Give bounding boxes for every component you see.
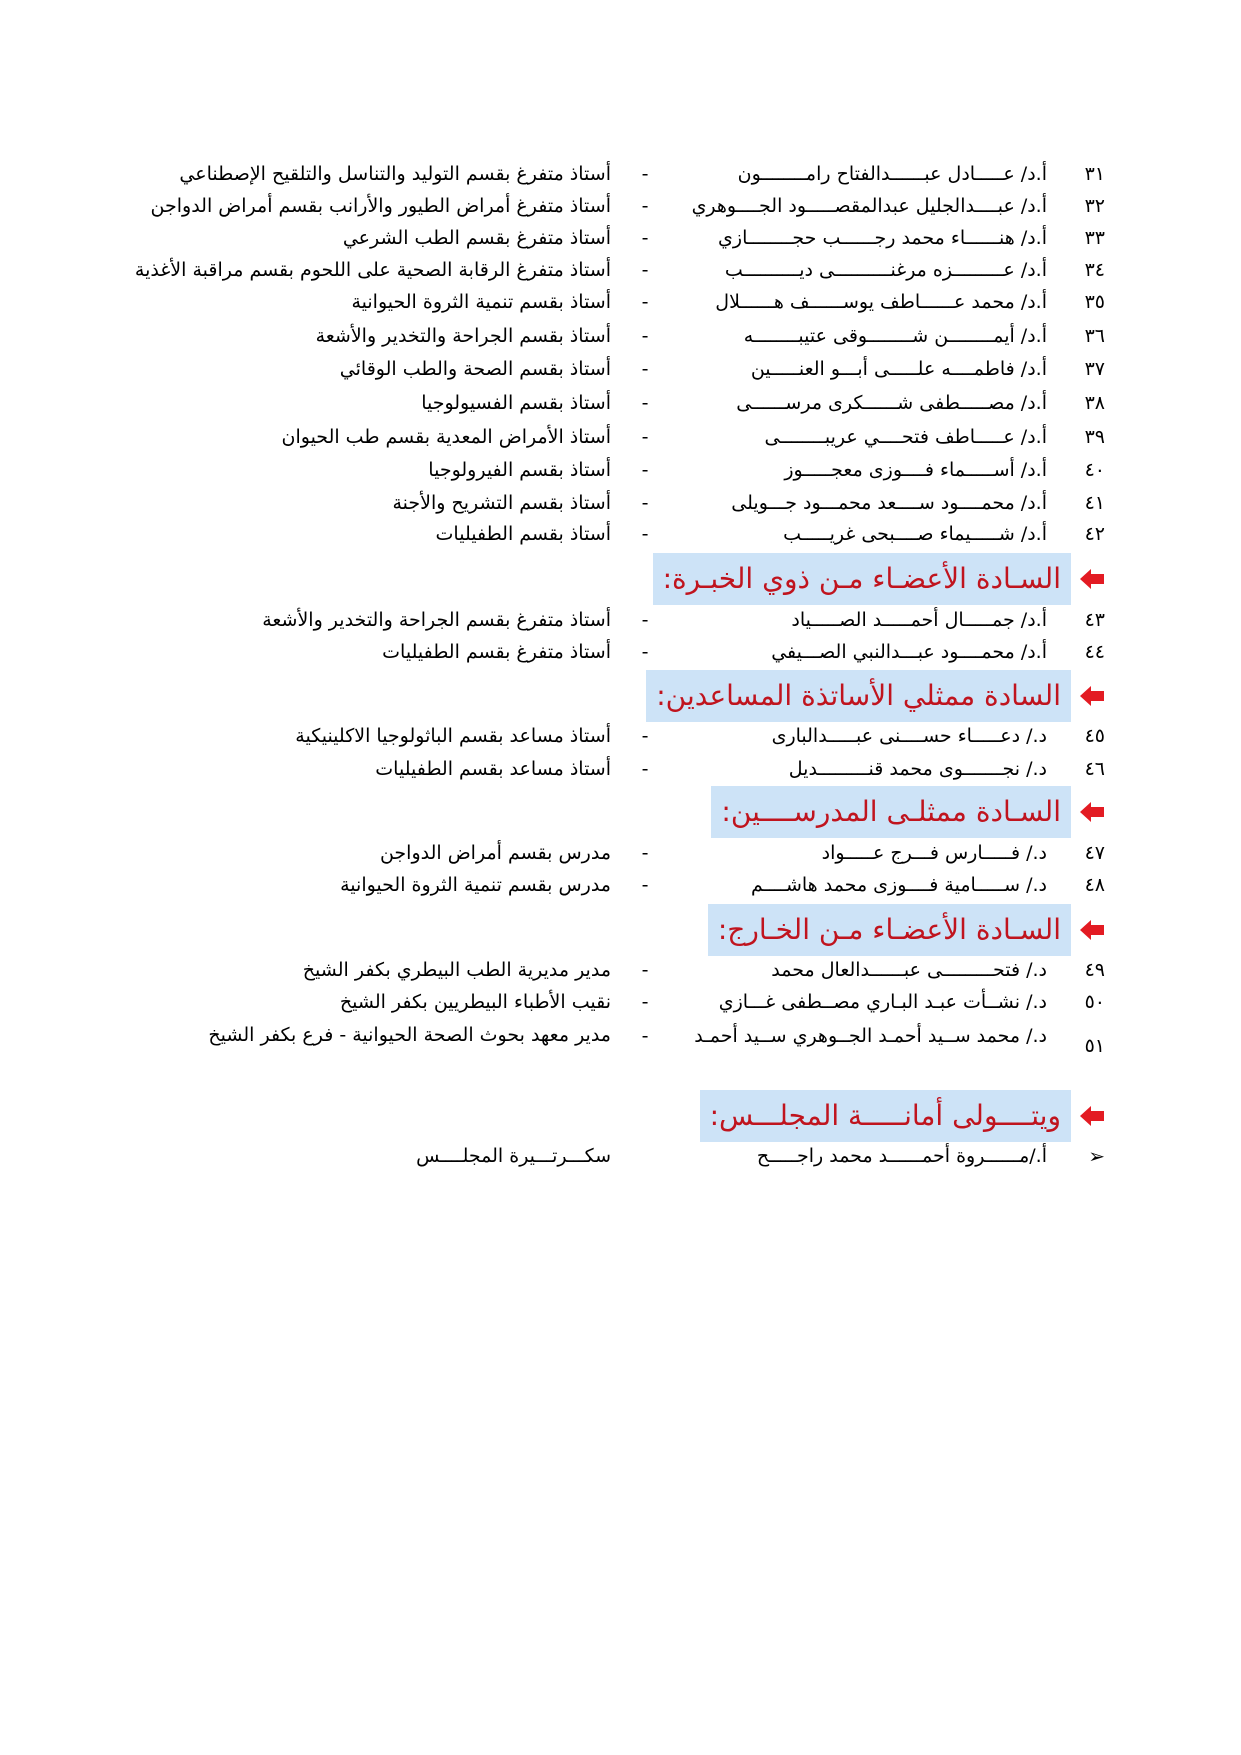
member-number: ٣٨ xyxy=(1084,392,1105,414)
separator-dash: - xyxy=(641,609,649,631)
member-title: أستاذ بقسم الجراحة والتخدير والأشعة xyxy=(315,325,611,347)
member-number: ٣٤ xyxy=(1084,259,1105,281)
separator-dash: - xyxy=(641,392,649,414)
member-title: أستاذ بقسم الصحة والطب الوقائي xyxy=(339,358,611,380)
member-row-39 xyxy=(125,421,1105,453)
section-title: السـادة ممثلـى المدرســــين: xyxy=(711,786,1071,838)
separator-dash: - xyxy=(641,492,649,514)
secretary-title: سكـــرتـــيرة المجلــــس xyxy=(416,1145,611,1167)
member-title: أستاذ متفرغ الرقابة الصحية على اللحوم بقسم مراقبة الأغذية xyxy=(134,259,611,281)
member-title: مدير مديرية الطب البيطري بكفر الشيخ xyxy=(302,959,611,981)
member-name: أ.د/ مصـــــطفى شــــــكرى مرســــــى xyxy=(736,392,1047,414)
bullet-arrow-icon: ➢ xyxy=(1088,1144,1105,1168)
member-title: أستاذ بقسم الفسيولوجيا xyxy=(421,392,611,414)
member-number: ٣٢ xyxy=(1084,195,1105,217)
separator-dash: - xyxy=(641,195,649,217)
member-name: أ.د/ عـــــــــزه مرغنــــــــــى ديــــــــــب xyxy=(724,259,1047,281)
separator-dash: - xyxy=(641,426,649,448)
separator-dash: - xyxy=(641,227,649,249)
separator-dash: - xyxy=(641,641,649,663)
separator-dash: - xyxy=(641,358,649,380)
member-title: أستاذ مساعد بقسم الباثولوجيا الاكلينيكية xyxy=(295,725,611,747)
member-name: أ.د/ محمد عــــــاطف يوســــــف هــــــلال xyxy=(715,291,1047,313)
member-title: أستاذ مساعد بقسم الطفيليات xyxy=(375,758,611,780)
member-number: ٣٧ xyxy=(1084,358,1105,380)
member-title: أستاذ بقسم تنمية الثروة الحيوانية xyxy=(351,291,611,313)
member-row-34 xyxy=(125,254,1105,286)
separator-dash: - xyxy=(641,1025,649,1047)
member-title: أستاذ متفرغ بقسم الجراحة والتخدير والأشعة xyxy=(262,609,611,631)
separator-dash: - xyxy=(641,842,649,864)
separator-dash: - xyxy=(641,991,649,1013)
section-title: السادة ممثلي الأساتذة المساعدين: xyxy=(646,670,1071,722)
member-name: أ.د/ عـــــاطف فتحــــي عريبــــــــى xyxy=(764,426,1047,448)
member-name: د./ فـــــارس فـــرج عـــــواد xyxy=(821,842,1047,864)
member-number: ٣٦ xyxy=(1084,325,1105,347)
member-number: ٤٦ xyxy=(1084,758,1105,780)
member-name: أ.د/ أيمــــــــن شــــــــوقى عتيبــــــــه xyxy=(743,325,1047,347)
member-number: ٤٥ xyxy=(1084,725,1105,747)
member-row-43 xyxy=(125,604,1105,636)
member-name: د./ فتحـــــــــى عبــــــدالعال محمد xyxy=(771,959,1047,981)
member-number: ٣٩ xyxy=(1084,426,1105,448)
separator-dash: - xyxy=(641,874,649,896)
member-row-48 xyxy=(125,869,1105,901)
arrow-left-icon xyxy=(1079,799,1105,825)
member-name: أ.د/ فاطمــــه علـــــى أبـــو العنـــــين xyxy=(750,358,1047,380)
member-row-45 xyxy=(125,720,1105,752)
separator-dash: - xyxy=(641,523,649,545)
secretary-row xyxy=(125,1140,1105,1172)
member-name: أ.د/ عبــــدالجليل عبدالمقصـــــود الجــــوهري xyxy=(691,195,1047,217)
member-name: د./ محمد ســيد أحمـد الجــوهري ســيد أحمـد xyxy=(694,1025,1047,1047)
member-name: د./ دعـــــاء حســــنى عبـــــدالبارى xyxy=(771,725,1047,747)
separator-dash: - xyxy=(641,163,649,185)
member-name: أ.د/ محمــــود ســــعد محمـــود جـــويلى xyxy=(731,492,1047,514)
member-row-47 xyxy=(125,837,1105,869)
section-title: السـادة الأعضـاء مـن الخـارج: xyxy=(708,904,1071,956)
member-number: ٥١ xyxy=(1084,1035,1105,1057)
member-title: أستاذ بقسم التشريح والأجنة xyxy=(392,492,611,514)
member-title: مدرس بقسم تنمية الثروة الحيوانية xyxy=(340,874,611,896)
separator-dash: - xyxy=(641,959,649,981)
member-name: أ.د/ جمـــــال أحمـــــد الصـــــياد xyxy=(791,609,1047,631)
member-number: ٤٩ xyxy=(1084,959,1105,981)
member-name: أ.د/ محمــــود عبـــدالنبي الصـــيفي xyxy=(771,641,1047,663)
member-title: أستاذ بقسم الفيرولوجيا xyxy=(428,459,611,481)
member-name: د./ ســـــامية فــــوزى محمد هاشــــم xyxy=(751,874,1047,896)
member-row-36 xyxy=(125,320,1105,352)
member-number: ٥٠ xyxy=(1084,991,1105,1013)
member-row-33 xyxy=(125,222,1105,254)
member-title: مدرس بقسم أمراض الدواجن xyxy=(379,842,611,864)
member-number: ٤٨ xyxy=(1084,874,1105,896)
member-number: ٤٢ xyxy=(1084,523,1105,545)
section-title: السـادة الأعضـاء مـن ذوي الخبـرة: xyxy=(653,553,1071,605)
member-name: د./ نجـــــــوى محمد قنـــــــــديل xyxy=(788,758,1047,780)
member-name: أ.د/ شـــــيماء صــــبحى غريـــــب xyxy=(783,523,1047,545)
member-row-38 xyxy=(125,387,1105,419)
secretary-name: أ./مــــــروة أحمــــــد محمد راجـــــح xyxy=(756,1145,1047,1167)
member-name: أ.د/ هنــــــاء محمد رجــــــب حجــــــــازي xyxy=(718,227,1047,249)
member-number: ٤٠ xyxy=(1084,459,1105,481)
member-name: أ.د/ أســـــماء فــــوزى معجـــــوز xyxy=(784,459,1047,481)
member-number: ٤٧ xyxy=(1084,842,1105,864)
member-number: ٤٤ xyxy=(1084,641,1105,663)
member-number: ٣٥ xyxy=(1084,291,1105,313)
member-row-46 xyxy=(125,753,1105,785)
member-name: د./ نشــأت عبـد البـاري مصــطفى غـــازي xyxy=(718,991,1047,1013)
member-row-37 xyxy=(125,353,1105,385)
separator-dash: - xyxy=(641,291,649,313)
member-title: أستاذ متفرغ بقسم الطفيليات xyxy=(382,641,611,663)
member-number: ٤١ xyxy=(1084,492,1105,514)
member-row-51 xyxy=(125,1020,1105,1082)
member-row-40 xyxy=(125,454,1105,486)
member-name: أ.د/ عـــــادل عبــــــدالفتاح رامــــــــون xyxy=(737,163,1047,185)
separator-dash: - xyxy=(641,259,649,281)
member-title: أستاذ الأمراض المعدية بقسم طب الحيوان xyxy=(281,426,611,448)
member-row-49 xyxy=(125,954,1105,986)
member-row-35 xyxy=(125,286,1105,318)
member-title: نقيب الأطباء البيطريين بكفر الشيخ xyxy=(339,991,611,1013)
member-row-44 xyxy=(125,636,1105,668)
member-row-50 xyxy=(125,986,1105,1018)
arrow-left-icon xyxy=(1079,566,1105,592)
member-row-32 xyxy=(125,190,1105,222)
member-number: ٣٣ xyxy=(1084,227,1105,249)
member-number: ٣١ xyxy=(1084,163,1105,185)
member-row-42 xyxy=(125,518,1105,550)
member-number: ٤٣ xyxy=(1084,609,1105,631)
member-row-31 xyxy=(125,158,1105,190)
member-title: أستاذ متفرغ أمراض الطيور والأرانب بقسم أمراض الدواجن xyxy=(150,195,611,217)
member-title: أستاذ متفرغ بقسم التوليد والتناسل والتلقيح الإصطناعي xyxy=(179,163,611,185)
member-title: أستاذ بقسم الطفيليات xyxy=(435,523,611,545)
arrow-left-icon xyxy=(1079,917,1105,943)
separator-dash: - xyxy=(641,758,649,780)
section-title: ويتــــولى أمانـــــة المجلـــس: xyxy=(700,1090,1071,1142)
arrow-left-icon xyxy=(1079,683,1105,709)
separator-dash: - xyxy=(641,459,649,481)
arrow-left-icon xyxy=(1079,1103,1105,1129)
member-title: أستاذ متفرغ بقسم الطب الشرعي xyxy=(342,227,611,249)
member-title: مدير معهد بحوث الصحة الحيوانية - فرع بكفر الشيخ xyxy=(208,1024,611,1046)
separator-dash: - xyxy=(641,725,649,747)
separator-dash: - xyxy=(641,325,649,347)
member-row-41 xyxy=(125,487,1105,519)
